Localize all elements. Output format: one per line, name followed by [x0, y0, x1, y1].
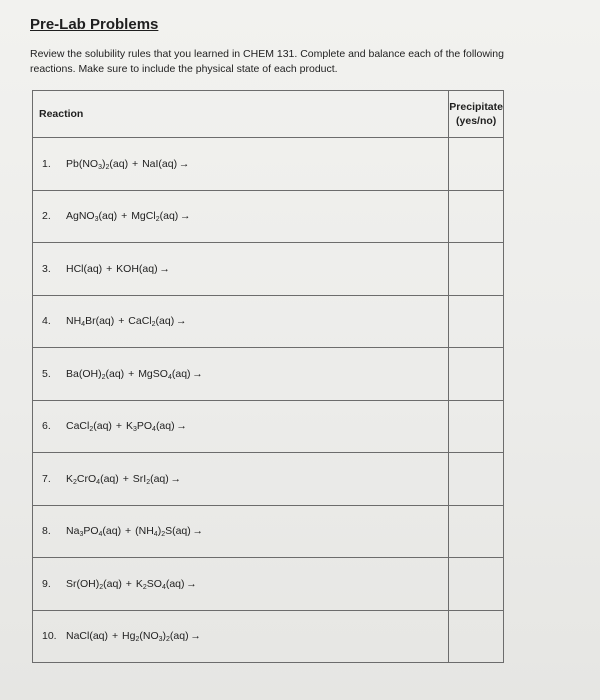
- subscript: 2: [161, 531, 166, 539]
- reaction-equation: CaCl$_2$(aq) + $K_3PO_4(aq)$ →: [66, 420, 187, 434]
- subscript: 4: [96, 478, 101, 486]
- precipitate-answer-cell[interactable]: [449, 558, 504, 611]
- precipitate-answer-cell[interactable]: [449, 190, 504, 243]
- precipitate-answer-cell[interactable]: [449, 138, 504, 191]
- table-row: [33, 400, 504, 453]
- plus-sign: +: [106, 262, 113, 275]
- subscript: 2: [89, 426, 94, 434]
- table-row: [33, 505, 504, 558]
- reaction-cell: [33, 400, 449, 453]
- reaction-cell: [33, 295, 449, 348]
- precipitate-answer-cell[interactable]: [449, 348, 504, 401]
- table-header-row: [33, 91, 504, 138]
- table-row: [33, 243, 504, 296]
- reaction-table: [32, 90, 504, 663]
- reaction-arrow-icon: →: [186, 577, 197, 590]
- plus-sign: +: [132, 157, 139, 170]
- reaction-equation: $K_2CrO_4(aq) + SrI_2(aq)$ →: [66, 472, 182, 486]
- reaction-number: 8.: [42, 525, 51, 538]
- reaction-number: 1.: [42, 157, 51, 170]
- precipitate-answer-cell[interactable]: [449, 243, 504, 296]
- reaction-cell: [33, 243, 449, 296]
- precipitate-answer-cell[interactable]: [449, 505, 504, 558]
- reaction-equation: $Na_3PO_4(aq) + (NH_4)_2S(aq)$ →: [66, 525, 204, 539]
- precipitate-header-hint: (yes/no): [456, 115, 497, 127]
- table-row: [33, 295, 504, 348]
- reaction-cell: [33, 190, 449, 243]
- reaction-cell: [33, 505, 449, 558]
- precipitate-column-header: [449, 91, 504, 138]
- reaction-arrow-icon: →: [180, 210, 191, 223]
- precipitate-header-label: Precipitate: [449, 101, 503, 113]
- reaction-number: 10.: [42, 630, 57, 643]
- subscript: 2: [99, 583, 104, 591]
- reaction-arrow-icon: →: [190, 630, 201, 643]
- reaction-number: 7.: [42, 472, 51, 485]
- reaction-cell: [33, 453, 449, 506]
- reaction-equation: NaCl(aq) + $Hg_2(NO_3)_2(aq)$ →: [66, 630, 201, 644]
- reaction-cell: [33, 610, 449, 663]
- subscript: 4: [81, 321, 86, 329]
- reaction-arrow-icon: →: [178, 157, 190, 170]
- reaction-equation: AgNO$_3$(aq) + MgCl$_2$(aq) →: [66, 210, 191, 224]
- reaction-equation: $Sr(OH)_2(aq) + K_2SO_4(aq)$ →: [66, 577, 197, 591]
- subscript: 3: [94, 216, 99, 224]
- reaction-equation: $Ba(OH)_2(aq)$ + MgSO$_4$(aq) →: [66, 367, 203, 381]
- precipitate-answer-cell[interactable]: [449, 295, 504, 348]
- subscript: 2: [101, 373, 106, 381]
- table-row: [33, 610, 504, 663]
- subscript: 3: [98, 163, 102, 171]
- reaction-number: 2.: [42, 210, 51, 223]
- plus-sign: +: [128, 367, 135, 380]
- instructions-line-2: reactions. Make sure to include the physical state of each product.: [30, 63, 338, 75]
- subscript: 4: [161, 583, 166, 591]
- table-row: [33, 138, 504, 191]
- subscript: 2: [142, 583, 147, 591]
- subscript: 2: [105, 163, 110, 171]
- reaction-number: 9.: [42, 577, 51, 590]
- subscript: 4: [152, 426, 156, 434]
- subscript: 3: [132, 426, 137, 434]
- reaction-number: 5.: [42, 367, 51, 380]
- subscript: 3: [79, 531, 84, 539]
- reaction-arrow-icon: →: [176, 420, 187, 433]
- reaction-number: 3.: [42, 262, 51, 275]
- subscript: 2: [155, 216, 160, 224]
- plus-sign: +: [125, 577, 132, 590]
- subscript: 2: [151, 321, 156, 329]
- precipitate-answer-cell[interactable]: [449, 400, 504, 453]
- table-row: [33, 348, 504, 401]
- reaction-equation: $NH_4Br(aq)$ + CaCl$_2$(aq) →: [66, 315, 187, 329]
- reaction-number: 6.: [42, 420, 51, 433]
- table-row: [33, 558, 504, 611]
- plus-sign: +: [121, 210, 128, 223]
- reaction-arrow-icon: →: [192, 367, 203, 380]
- precipitate-answer-cell[interactable]: [449, 610, 504, 663]
- page-title: Pre-Lab Problems: [30, 16, 159, 33]
- instructions-line-1: Review the solubility rules that you learned in CHEM 131. Complete and balance each of the following: [30, 48, 504, 60]
- plus-sign: +: [118, 315, 125, 328]
- reaction-arrow-icon: →: [159, 262, 170, 275]
- reaction-column-header: Reaction: [33, 91, 449, 138]
- precipitate-answer-cell[interactable]: [449, 453, 504, 506]
- subscript: 2: [166, 636, 170, 644]
- plus-sign: +: [111, 630, 119, 643]
- plus-sign: +: [122, 472, 129, 485]
- subscript: 2: [73, 478, 77, 486]
- instructions: [30, 47, 550, 77]
- table-row: [33, 453, 504, 506]
- table-row: [33, 190, 504, 243]
- subscript: 4: [167, 373, 172, 381]
- subscript: 2: [135, 636, 140, 644]
- reaction-arrow-icon: →: [170, 472, 182, 485]
- plus-sign: +: [125, 525, 132, 538]
- reaction-equation: $Pb(NO_3)_2(aq) + NaI(aq)$ →: [66, 157, 190, 171]
- reaction-arrow-icon: →: [192, 525, 204, 538]
- reaction-arrow-icon: →: [175, 315, 187, 328]
- subscript: 4: [98, 531, 103, 539]
- reaction-cell: [33, 558, 449, 611]
- reaction-cell: [33, 138, 449, 191]
- plus-sign: +: [115, 420, 122, 433]
- subscript: 4: [153, 531, 158, 539]
- subscript: 2: [146, 478, 151, 486]
- reaction-cell: [33, 348, 449, 401]
- reaction-number: 4.: [42, 315, 51, 328]
- reaction-equation: HCl(aq) + KOH(aq) →: [66, 262, 170, 275]
- subscript: 3: [158, 636, 163, 644]
